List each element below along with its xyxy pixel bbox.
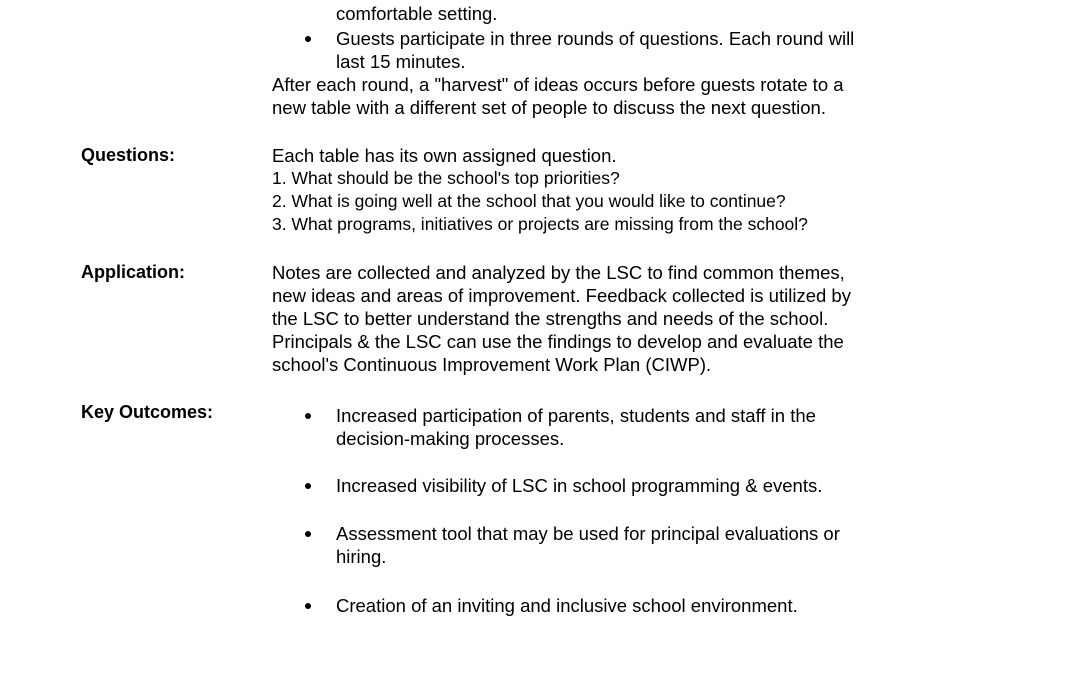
questions-list — [272, 167, 932, 236]
key-outcomes-label: Key Outcomes: — [81, 402, 214, 422]
outcome-text-line: Increased participation of parents, students and staff in the — [336, 405, 816, 426]
bullet-text-line: Guests participate in three rounds of questions. Each round will — [336, 28, 855, 49]
harvest-paragraph — [272, 73, 932, 119]
bullet-dot-icon — [305, 531, 311, 537]
bullet-dot-icon — [305, 483, 311, 489]
application-label: Application: — [81, 262, 185, 282]
questions-label: Questions: — [81, 145, 176, 165]
paragraph-line: new ideas and areas of improvement. Feedback collected is utilized by — [272, 285, 851, 306]
question-item: 2. What is going well at the school that you would like to continue? — [272, 191, 786, 211]
outcome-text-line: Assessment tool that may be used for principal evaluations or — [336, 523, 840, 544]
bullet-dot-icon — [305, 413, 311, 419]
questions-intro: Each table has its own assigned question. — [272, 145, 617, 166]
outcome-text-line: Increased visibility of LSC in school programming & events. — [336, 475, 823, 496]
question-item: 3. What programs, initiatives or projects are missing from the school? — [272, 214, 808, 234]
application-paragraph — [272, 261, 932, 376]
outcome-text-line: decision-making processes. — [336, 428, 565, 449]
paragraph-line: the LSC to better understand the strengths and needs of the school. — [272, 308, 829, 329]
paragraph-line: new table with a different set of people to discuss the next question. — [272, 97, 826, 118]
bullet-text: comfortable setting. — [336, 3, 498, 24]
paragraph-line: Notes are collected and analyzed by the LSC to find common themes, — [272, 262, 845, 283]
bullet-dot-icon — [305, 36, 311, 42]
bullet-dot-icon — [305, 603, 311, 609]
outcome-text-line: Creation of an inviting and inclusive school environment. — [336, 595, 798, 616]
outcome-text-line: hiring. — [336, 546, 387, 567]
questions-section — [272, 144, 932, 236]
paragraph-line: Principals & the LSC can use the findings to develop and evaluate the — [272, 331, 844, 352]
bullet-text-line: last 15 minutes. — [336, 51, 466, 72]
paragraph-line: school's Continuous Improvement Work Plan (CIWP). — [272, 354, 712, 375]
paragraph-line: After each round, a "harvest" of ideas occurs before guests rotate to a — [272, 74, 844, 95]
question-item: 1. What should be the school's top priorities? — [272, 168, 620, 188]
